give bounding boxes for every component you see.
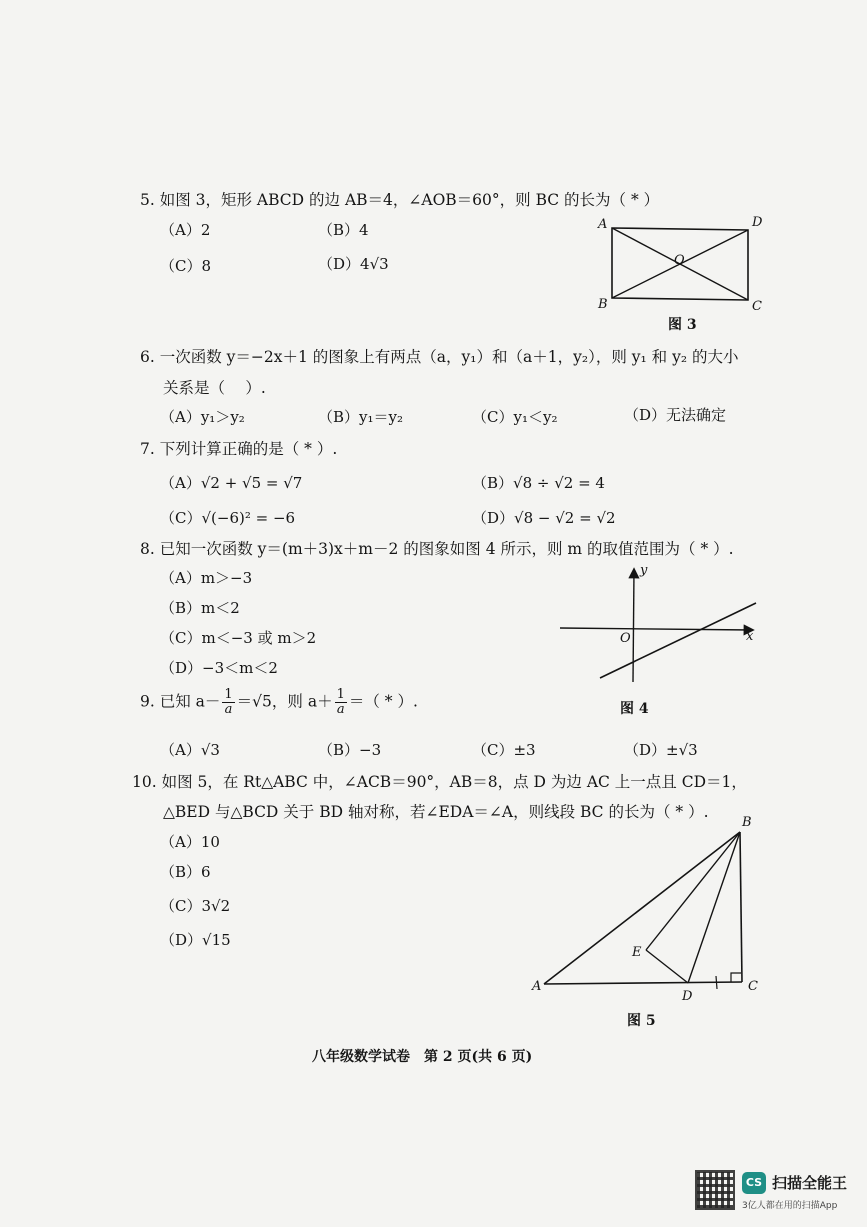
q9-option-b: （B）−3 bbox=[318, 741, 382, 759]
qr-code-icon bbox=[695, 1170, 735, 1210]
q10-stem: 10. 如图 5，在 Rt△ABC 中，∠ACB＝90°，AB＝8，点 D 为边 AC 上一点且 CD＝1， bbox=[132, 773, 747, 791]
figure-5-caption: 图 5 bbox=[627, 1013, 656, 1029]
q6-option-b: （B）y₁＝y₂ bbox=[318, 408, 403, 426]
scanner-logo-icon: CS bbox=[742, 1172, 766, 1194]
q9-stem-post: ＝（ * ）. bbox=[348, 692, 418, 711]
q6-option-d: （D）无法确定 bbox=[624, 406, 727, 424]
q9-option-c: （C）±3 bbox=[472, 741, 536, 759]
fig3-label-b: B bbox=[598, 297, 608, 312]
figure-3-rectangle bbox=[590, 210, 780, 314]
q9-fraction-2 bbox=[335, 688, 347, 717]
q5-stem: 5. 如图 3，矩形 ABCD 的边 AB＝4，∠AOB＝60°，则 BC 的长为（ * ） bbox=[140, 191, 660, 209]
page-footer: 八年级数学试卷 第 2 页(共 6 页) bbox=[312, 1049, 533, 1065]
fig3-label-c: C bbox=[752, 299, 762, 314]
q9-option-a: （A）√3 bbox=[160, 741, 220, 759]
figure-4-graph bbox=[556, 562, 766, 687]
q10-option-b: （B）6 bbox=[160, 863, 211, 881]
q6-option-a: （A）y₁＞y₂ bbox=[160, 408, 245, 426]
q5-option-a: （A）2 bbox=[160, 221, 211, 239]
q6-stem: 6. 一次函数 y＝−2x＋1 的图象上有两点（a，y₁）和（a＋1，y₂），则 y₁ 和 y₂ 的大小 bbox=[140, 348, 739, 366]
figure-4-caption: 图 4 bbox=[620, 701, 649, 717]
q7-option-b: （B）√8 ÷ √2 = 4 bbox=[472, 474, 605, 492]
fig3-label-o: O bbox=[674, 253, 685, 268]
q7-stem: 7. 下列计算正确的是（ * ）. bbox=[140, 440, 338, 458]
q8-stem: 8. 已知一次函数 y＝(m＋3)x＋m－2 的图象如图 4 所示，则 m 的取值范围为（ * ）. bbox=[140, 540, 734, 558]
q9-stem bbox=[140, 688, 418, 717]
q9-stem-pre: 9. 已知 a－ bbox=[140, 692, 221, 711]
q9-frac-den-1: a bbox=[224, 702, 233, 717]
q9-fraction-1 bbox=[222, 688, 234, 717]
fig5-label-a: A bbox=[532, 979, 542, 994]
q9-frac-den-2: a bbox=[336, 702, 345, 717]
q9-stem-mid: ＝√5，则 a＋ bbox=[236, 692, 333, 711]
figure-3-caption: 图 3 bbox=[668, 317, 697, 333]
scanner-app-subtitle: 3亿人都在用的扫描App bbox=[742, 1201, 838, 1211]
q9-option-d: （D）±√3 bbox=[624, 741, 698, 759]
q9-frac-num-2: 1 bbox=[336, 687, 345, 702]
q8-option-a: （A）m＞−3 bbox=[160, 569, 253, 587]
q9-frac-num-1: 1 bbox=[224, 687, 233, 702]
figure-5-triangle bbox=[528, 816, 768, 1006]
q5-option-c: （C）8 bbox=[160, 257, 212, 275]
q10-option-a: （A）10 bbox=[160, 833, 220, 851]
fig5-label-d: D bbox=[682, 989, 693, 1004]
fig5-label-b: B bbox=[742, 815, 752, 830]
q7-option-c: （C）√(−6)² = −6 bbox=[160, 509, 296, 527]
q6-option-c: （C）y₁＜y₂ bbox=[472, 408, 558, 426]
scanner-app-title: 扫描全能王 bbox=[772, 1174, 848, 1192]
q8-option-d: （D）−3＜m＜2 bbox=[160, 659, 278, 677]
fig4-label-o: O bbox=[620, 631, 631, 646]
q8-option-b: （B）m＜2 bbox=[160, 599, 240, 617]
q10-option-c: （C）3√2 bbox=[160, 897, 231, 915]
q5-option-b: （B）4 bbox=[318, 221, 369, 239]
q8-option-c: （C）m＜−3 或 m＞2 bbox=[160, 629, 317, 647]
q7-option-a: （A）√2 + √5 = √7 bbox=[160, 474, 303, 492]
q10-option-d: （D）√15 bbox=[160, 931, 231, 949]
q7-option-d: （D）√8 − √2 = √2 bbox=[472, 509, 616, 527]
q6-stem-line2: 关系是（ ）. bbox=[163, 379, 266, 397]
q10-stem-line2: △BED 与△BCD 关于 BD 轴对称，若∠EDA＝∠A，则线段 BC 的长为（ * ）. bbox=[163, 803, 709, 821]
fig4-label-x: x bbox=[746, 629, 754, 644]
fig3-label-a: A bbox=[598, 217, 608, 232]
fig5-label-e: E bbox=[632, 945, 642, 960]
fig4-label-y: y bbox=[640, 563, 648, 578]
fig5-label-c: C bbox=[748, 979, 758, 994]
q5-option-d: （D）4√3 bbox=[318, 255, 389, 273]
fig3-label-d: D bbox=[752, 215, 763, 230]
